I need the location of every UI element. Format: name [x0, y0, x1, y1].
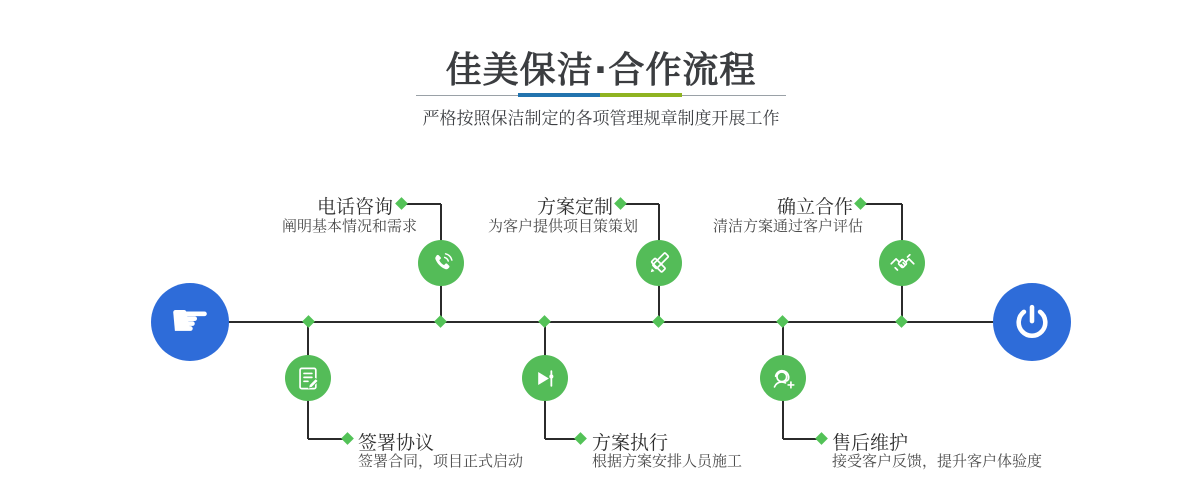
step-desc-aftersales: 接受客户反馈，提升客户体验度	[832, 452, 1043, 470]
step-desc-execution: 根据方案安排人员施工	[592, 452, 743, 470]
contract-icon	[295, 365, 322, 392]
timeline-start-circle	[151, 283, 229, 361]
timeline-diamond-phone	[434, 315, 447, 328]
title-divider-green-segment	[600, 93, 682, 97]
timeline-diamond-cooperation	[895, 315, 908, 328]
label-diamond-phone	[395, 197, 408, 210]
timeline-diamond-execution	[538, 315, 551, 328]
connector-hline-execution	[545, 438, 577, 440]
label-diamond-plan	[614, 197, 627, 210]
label-diamond-execution	[574, 432, 587, 445]
step-circle-phone	[418, 240, 464, 286]
timeline-diamond-aftersales	[776, 315, 789, 328]
timeline-end-circle	[993, 283, 1071, 361]
step-desc-cooperation: 清洁方案通过客户评估	[712, 217, 863, 235]
step-label-cooperation: 确立合作	[776, 196, 853, 218]
label-diamond-sign	[341, 432, 354, 445]
connector-hline-aftersales	[783, 438, 817, 440]
connector-hline-phone	[403, 203, 441, 205]
title-divider-blue-segment	[518, 93, 600, 97]
customer-service-icon	[770, 365, 797, 392]
step-label-plan: 方案定制	[536, 196, 613, 218]
connector-hline-sign	[308, 438, 344, 440]
handshake-icon	[889, 250, 916, 277]
step-circle-sign	[285, 355, 331, 401]
pencil-ruler-icon	[646, 250, 673, 277]
timeline-diamond-sign	[302, 315, 315, 328]
label-diamond-aftersales	[815, 432, 828, 445]
timeline-diamond-plan	[652, 315, 665, 328]
step-label-sign: 签署协议	[358, 432, 435, 454]
play-slider-icon	[532, 365, 559, 392]
page-subtitle: 严格按照保洁制定的各项管理规章制度开展工作	[422, 109, 780, 129]
phone-call-icon	[428, 250, 455, 277]
pointing-hand-icon: ☛	[169, 293, 211, 347]
step-circle-aftersales	[760, 355, 806, 401]
page-title: 佳美保洁·合作流程	[445, 50, 757, 91]
step-desc-phone: 阐明基本情况和需求	[281, 217, 417, 235]
step-circle-cooperation	[879, 240, 925, 286]
step-label-aftersales: 售后维护	[832, 432, 909, 454]
step-label-execution: 方案执行	[592, 432, 669, 454]
step-circle-execution	[522, 355, 568, 401]
step-desc-plan: 为客户提供项目策策划	[487, 217, 638, 235]
connector-hline-plan	[625, 203, 659, 205]
power-icon	[1011, 301, 1053, 343]
label-diamond-cooperation	[854, 197, 867, 210]
step-circle-plan	[636, 240, 682, 286]
step-desc-sign: 签署合同，项目正式启动	[358, 452, 524, 470]
connector-hline-cooperation	[865, 203, 902, 205]
step-label-phone: 电话咨询	[316, 196, 393, 218]
